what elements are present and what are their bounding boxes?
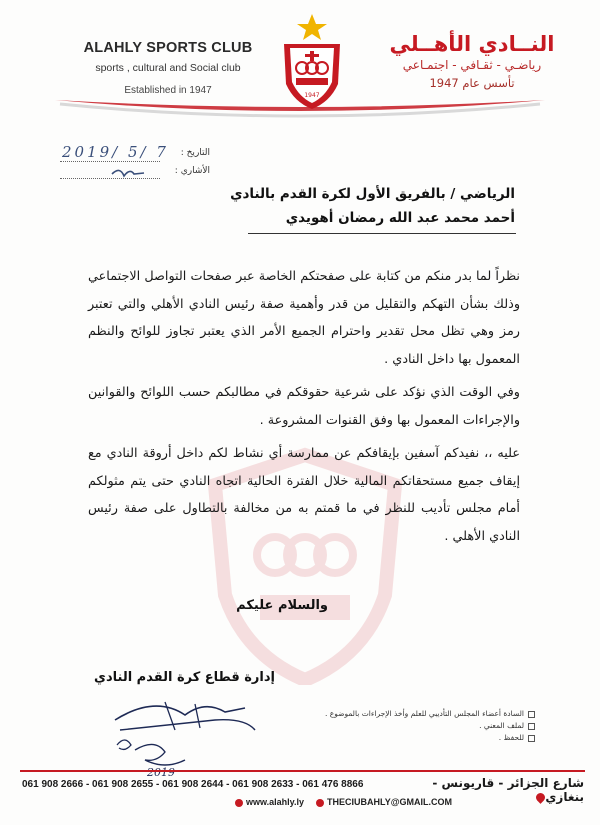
date-label: التاريخ : — [180, 148, 210, 158]
reference-field — [60, 164, 210, 184]
body-paragraph-3: عليه ،، نفيدكم آسفين بإيقافكم عن ممارسة أي نشاط لكم داخل أروقة النادي مع إيقاف جميع مستحقاتكم المالية خلال الفترة الحالية اتجاه النادي حتى يتم مثولكم أمام مجلس تأديب للنظر في ما قمتم به من مخالفة بالتطاول على صفة رئيس النادي الأهلي . — [88, 446, 520, 544]
club-subtitle-en: sports , cultural and Social club — [95, 62, 241, 74]
established-en: Established in 1947 — [124, 85, 212, 96]
at-sign-icon — [316, 799, 324, 807]
email-link[interactable] — [316, 797, 452, 807]
website-text: www.alahly.ly — [246, 797, 305, 807]
checkbox-icon — [528, 723, 535, 730]
header-english — [68, 40, 268, 96]
date-field — [60, 143, 210, 165]
cc-item-text: لملف المعني . — [479, 721, 524, 730]
letter-body — [88, 263, 520, 556]
addressee-block — [85, 182, 515, 230]
reference-line — [60, 178, 160, 179]
website-link[interactable] — [235, 797, 304, 807]
addressee-underline — [248, 233, 516, 234]
body-paragraph-2: وفي الوقت الذي نؤكد على شرعية حقوقكم في مطالبكم حسب اللوائح والقوانين والإجراءات المعمول بها وفق القنوات المشروعة . — [88, 385, 520, 428]
signatory-title: إدارة قطاع كرة القدم النادي — [94, 670, 275, 685]
footer-contacts — [235, 797, 585, 807]
reference-label: الأشاري : — [174, 166, 210, 176]
footer-phones: 061 908 2666 - 061 908 2655 - 061 908 2644 - 061 908 2633 - 061 476 8866 — [22, 779, 364, 790]
globe-icon — [235, 799, 243, 807]
cc-item-text: للحفظ . — [498, 733, 524, 742]
header-swoosh — [0, 92, 600, 132]
addressee-line-2: أحمد محمد عبد الله رمضان أهويدي — [285, 210, 515, 226]
header-arabic — [372, 32, 572, 90]
club-name-ar: النــادي الأهــلي — [389, 32, 555, 56]
checkbox-icon — [528, 711, 535, 718]
checkbox-icon — [528, 735, 535, 742]
footer-address-text: شارع الجزائر - قاريونس - بنغازي — [432, 776, 584, 804]
body-paragraph-1: نظراً لما بدر منكم من كتابة على صفحتكم الخاصة عبر صفحات التواصل الاجتماعي وذلك بشأن التهكم والتقليل من قدر وأهمية صفة رئيس النادي الأهلي والتي تعتبر رمز وهي تظل محل تقدير واحترام الجميع الأمر الذي يعتبر تجاوز للوائح والنظم المعمول بها داخل النادي . — [88, 269, 520, 367]
date-value: 2019/ 5/ 7 — [62, 143, 169, 161]
cc-item — [290, 708, 535, 720]
cc-item — [290, 732, 535, 744]
club-subtitle-ar: رياضـي - ثقـافي - اجتمـاعي — [402, 58, 542, 72]
logo-year: 1947 — [304, 92, 320, 99]
cc-list — [290, 708, 535, 744]
cc-item-text: السادة أعضاء المجلس التأديبي للعلم وأخذ الإجراءات بالموضوع . — [324, 709, 524, 718]
email-text: THECIUBAHLY@GMAIL.COM — [327, 797, 452, 807]
established-ar: تأسس عام 1947 — [429, 76, 515, 90]
signature-date: 2019 — [147, 766, 175, 779]
date-line — [60, 161, 160, 162]
closing-greeting: والسلام عليكم — [236, 598, 328, 613]
footer-divider — [20, 770, 585, 772]
handwritten-signature-icon — [95, 690, 295, 780]
addressee-line-1: الرياضي / بالفريق الأول لكرة القدم بالنادي — [230, 186, 515, 202]
cc-item — [290, 720, 535, 732]
club-name-en: ALAHLY SPORTS CLUB — [83, 40, 253, 56]
